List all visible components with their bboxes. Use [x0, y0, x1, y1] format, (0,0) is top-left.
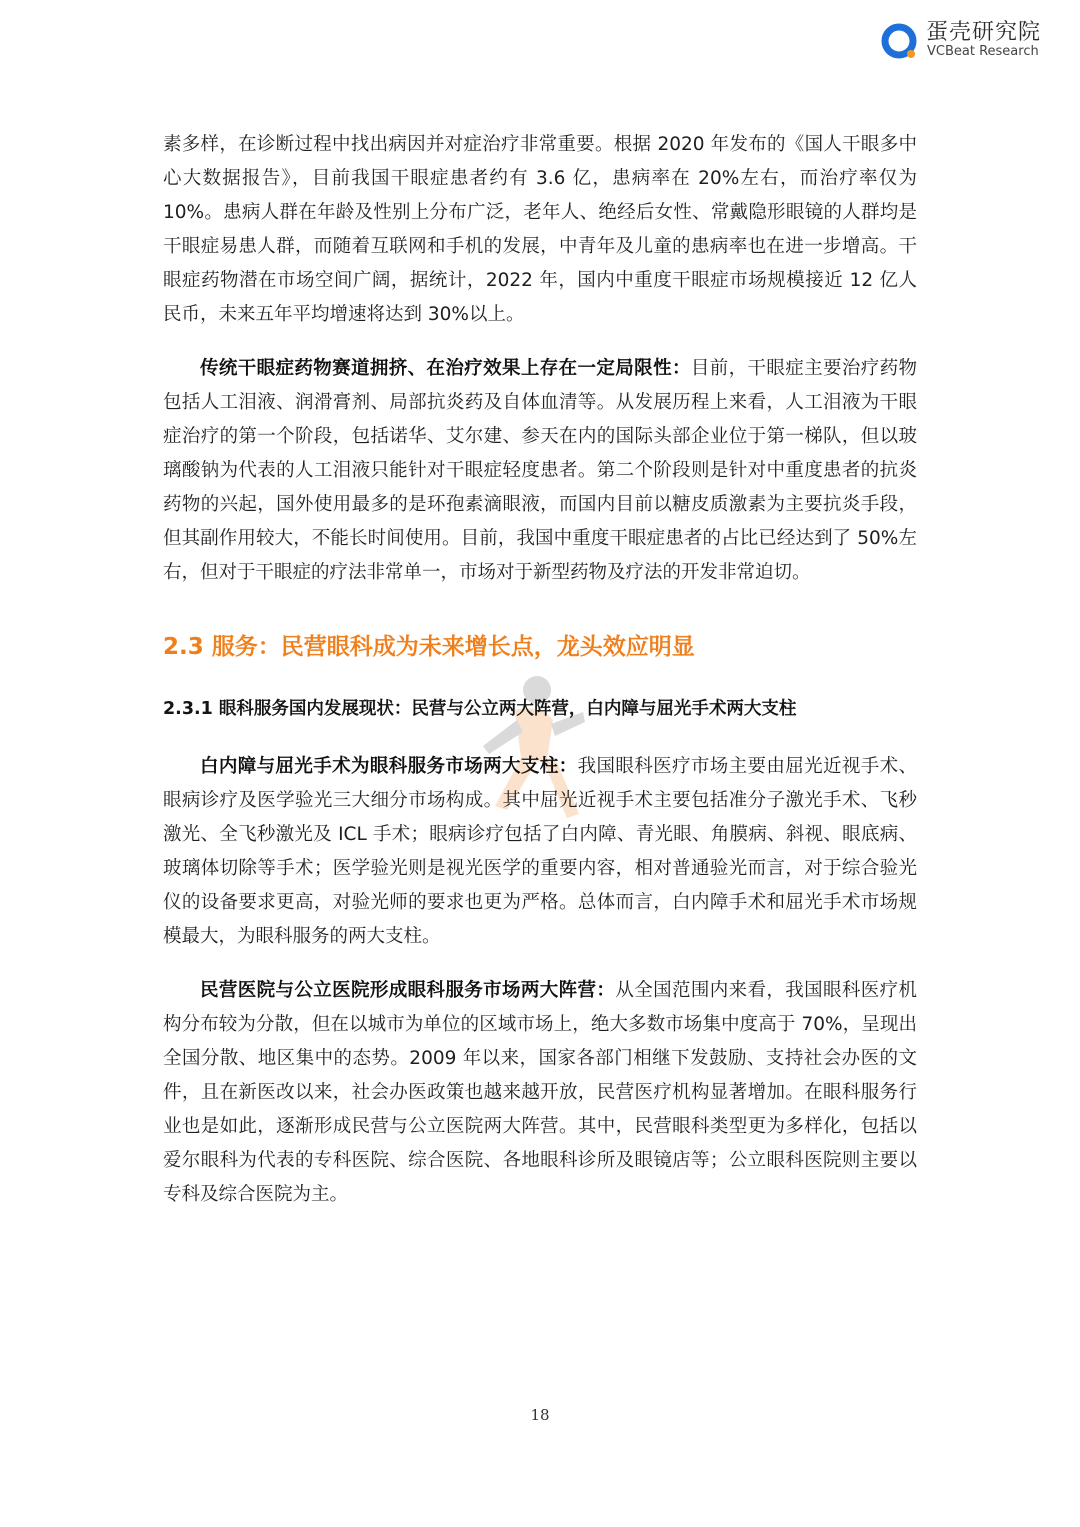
paragraph-dry-eye-drugs: [163, 352, 917, 590]
vcbeat-logo-icon: [880, 22, 920, 62]
paragraph-text: 从全国范围内来看，我国眼科医疗机构分布较为分散，但在以城市为单位的区域市场上，绝大多数市场集中度高于 70%，呈现出全国分散、地区集中的态势。2009 年以来，国家各部门相继下发鼓励、支持社会办医的文件，且在新医改以来，社会办医政策也越来越开放，民营医疗机构显著增加。在眼科服务行业也是如此，逐渐形成民营与公立医院两大阵营。其中，民营眼科类型更为多样化，包括以爱尔眼科为代表的专科医院、综合医院、各地眼科诊所及眼镜店等；公立眼科医院则主要以专科及综合医院为主。: [163, 980, 917, 1205]
paragraph-hospital-camps: [163, 974, 917, 1212]
body-text-top: [163, 128, 917, 590]
vcbeat-logo: [880, 20, 1060, 64]
logo-chinese-name: 蛋壳研究院: [926, 20, 1042, 45]
section-title: 2.3 服务：民营眼科成为未来增长点，龙头效应明显: [163, 634, 695, 660]
paragraph-lead: 传统干眼症药物赛道拥挤、在治疗效果上存在一定局限性：: [200, 358, 691, 379]
page-number: 18: [530, 1406, 550, 1424]
paragraph-ophthalmic-pillars: [163, 750, 917, 954]
paragraph-text: 我国眼科医疗市场主要由屈光近视手术、眼病诊疗及医学验光三大细分市场构成。其中屈光近视手术主要包括准分子激光手术、飞秒激光、全飞秒激光及 ICL 手术；眼病诊疗包括了白内障、青光眼、角膜病、斜视、眼底病、玻璃体切除等手术；医学验光则是视光医学的重要内容，相对普通验光而言，对于综合验光仪的设备要求更高，对验光师的要求也更为严格。总体而言，白内障手术和屈光手术市场规模最大，为眼科服务的两大支柱。: [163, 756, 917, 947]
paragraph-text: 素多样，在诊断过程中找出病因并对症治疗非常重要。根据 2020 年发布的《国人干眼多中心大数据报告》，目前我国干眼症患者约有 3.6 亿，患病率在 20%左右，而治疗率仅为 10%。患病人群在年龄及性别上分布广泛，老年人、绝经后女性、常戴隐形眼镜的人群均是干眼症易患人群，而随着互联网和手机的发展，中青年及儿童的患病率也在进一步增高。干眼症药物潜在市场空间广阔，据统计，2022 年，国内中重度干眼症市场规模接近 12 亿人民币，未来五年平均增速将达到 30%以上。: [163, 134, 917, 325]
paragraph-dry-eye-market: [163, 128, 917, 332]
subsection-title: 2.3.1 眼科服务国内发展现状：民营与公立两大阵营，白内障与屈光手术两大支柱: [163, 699, 797, 719]
logo-english-name: VCBeat Research: [927, 44, 1039, 59]
body-text-bottom: [163, 750, 917, 1212]
paragraph-lead: 白内障与屈光手术为眼科服务市场两大支柱：: [200, 756, 578, 777]
paragraph-text: 目前，干眼症主要治疗药物包括人工泪液、润滑膏剂、局部抗炎药及自体血清等。从发展历程上来看，人工泪液为干眼症治疗的第一个阶段，包括诺华、艾尔建、参天在内的国际头部企业位于第一梯队，但以玻璃酸钠为代表的人工泪液只能针对干眼症轻度患者。第二个阶段则是针对中重度患者的抗炎药物的兴起，国外使用最多的是环孢素滴眼液，而国内目前以糖皮质激素为主要抗炎手段，但其副作用较大，不能长时间使用。目前，我国中重度干眼症患者的占比已经达到了 50%左右，但对于干眼症的疗法非常单一，市场对于新型药物及疗法的开发非常迫切。: [163, 358, 917, 583]
paragraph-lead: 民营医院与公立医院形成眼科服务市场两大阵营：: [200, 980, 616, 1001]
